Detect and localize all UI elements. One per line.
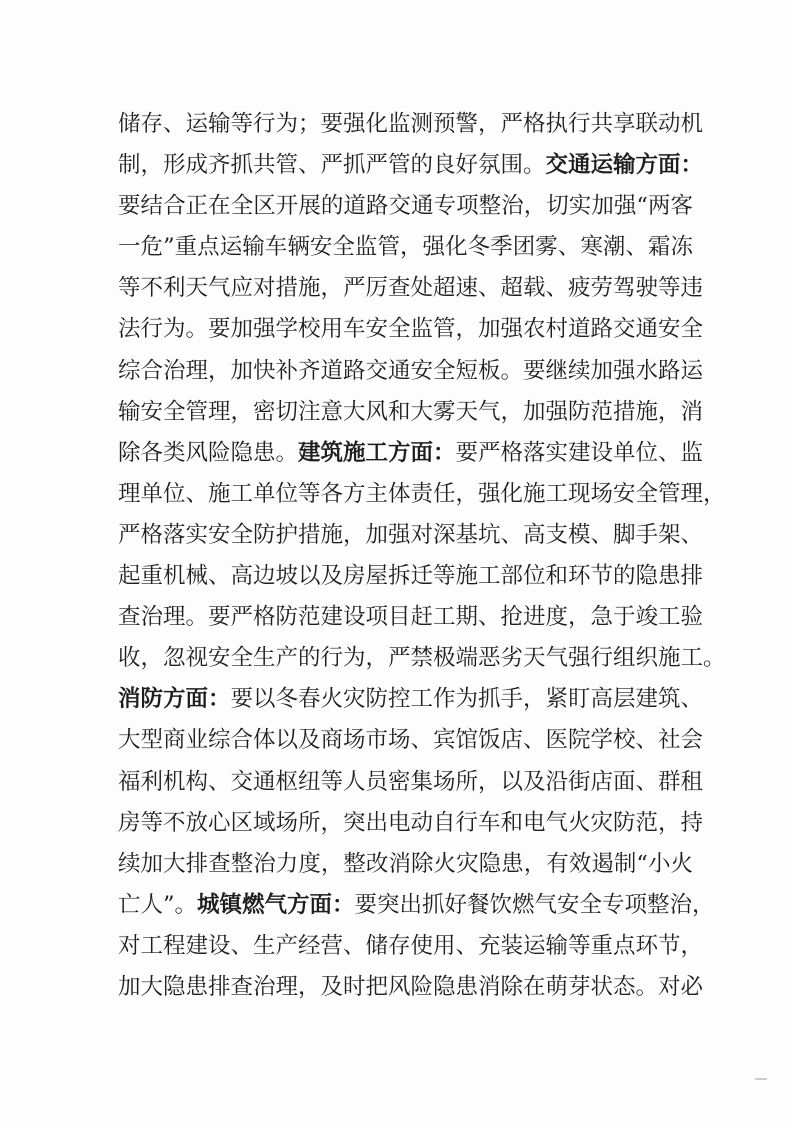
text-line [118, 351, 704, 392]
text-line [118, 679, 704, 720]
text-line [118, 803, 704, 844]
text-line [118, 392, 704, 433]
body-segment: 储存、运输等行为；要强化监测预警，严格执行共享联动机 [118, 111, 704, 137]
body-segment: 等不利天气应对措施，严厉查处超速、超载、疲劳驾驶等违 [118, 275, 704, 302]
text-line [118, 844, 693, 885]
text-line [118, 556, 704, 597]
body-segment: 要严格落实建设单位、监 [455, 439, 704, 466]
text-line [118, 268, 704, 309]
body-text [118, 104, 726, 1008]
text-line [118, 638, 726, 679]
body-segment: 要突出抓好餐饮燃气安全专项整治， [354, 891, 715, 918]
section-heading: 城镇燃气方面： [197, 891, 355, 918]
body-segment: 输安全管理，密切注意大风和大雾天气，加强防范措施，消 [118, 398, 704, 425]
text-line [118, 309, 704, 350]
text-line [118, 104, 704, 145]
text-line [118, 720, 704, 761]
body-segment: 收，忽视安全生产的行为，严禁极端恶劣天气强行组织施工。 [118, 645, 726, 672]
text-line [118, 186, 693, 227]
body-segment: 续加大排查整治力度，整改消除火灾隐患，有效遏制“小火 [118, 850, 693, 877]
text-line [118, 227, 693, 268]
body-segment: 一危”重点运输车辆安全监管，强化冬季团雾、寒潮、霜冻 [118, 234, 693, 261]
body-segment: 亡人”。 [118, 891, 198, 918]
text-line [118, 926, 704, 967]
body-segment: 大型商业综合体以及商场市场、宾馆饭店、医院学校、社会 [118, 727, 704, 754]
body-segment: 要以冬春火灾防控工作为抓手，紧盯高层建筑、 [230, 686, 704, 713]
text-line [118, 967, 704, 1008]
body-segment: 制，形成齐抓共管、严抓严管的良好氛围。 [118, 152, 546, 179]
body-segment: 理单位、施工单位等各方主体责任，强化施工现场安全管理， [118, 480, 726, 507]
body-segment: 严格落实安全防护措施，加强对深基坑、高支模、脚手架、 [118, 521, 704, 548]
body-segment: 起重机械、高边坡以及房屋拆迁等施工部位和环节的隐患排 [118, 563, 704, 590]
body-segment: 房等不放心区域场所，突出电动自行车和电气火灾防范，持 [118, 809, 704, 836]
body-segment: 福利机构、交通枢纽等人员密集场所，以及沿街店面、群租 [118, 768, 704, 795]
body-segment: 法行为。要加强学校用车安全监管，加强农村道路交通安全 [118, 316, 704, 343]
text-line [118, 433, 704, 474]
body-segment: 要结合正在全区开展的道路交通专项整治，切实加强“两客 [118, 193, 693, 220]
text-line [118, 885, 715, 926]
body-segment: 综合治理，加快补齐道路交通安全短板。要继续加强水路运 [118, 357, 704, 384]
body-segment: 加大隐患排查治理，及时把风险隐患消除在萌芽状态。对必 [118, 973, 704, 1000]
text-line [118, 474, 726, 515]
body-segment: 查治理。要严格防范建设项目赶工期、抢进度，急于竣工验 [118, 604, 704, 631]
text-line [118, 762, 704, 803]
section-heading: 交通运输方面： [545, 152, 704, 179]
text-line [118, 515, 704, 556]
text-line [118, 597, 704, 638]
section-heading: 建筑施工方面： [298, 439, 456, 466]
scan-mark [755, 1078, 767, 1080]
text-line [118, 145, 704, 186]
body-segment: 对工程建设、生产经营、储存使用、充装运输等重点环节， [118, 932, 704, 959]
body-segment: 除各类风险隐患。 [118, 439, 299, 466]
section-heading: 消防方面： [118, 686, 231, 713]
